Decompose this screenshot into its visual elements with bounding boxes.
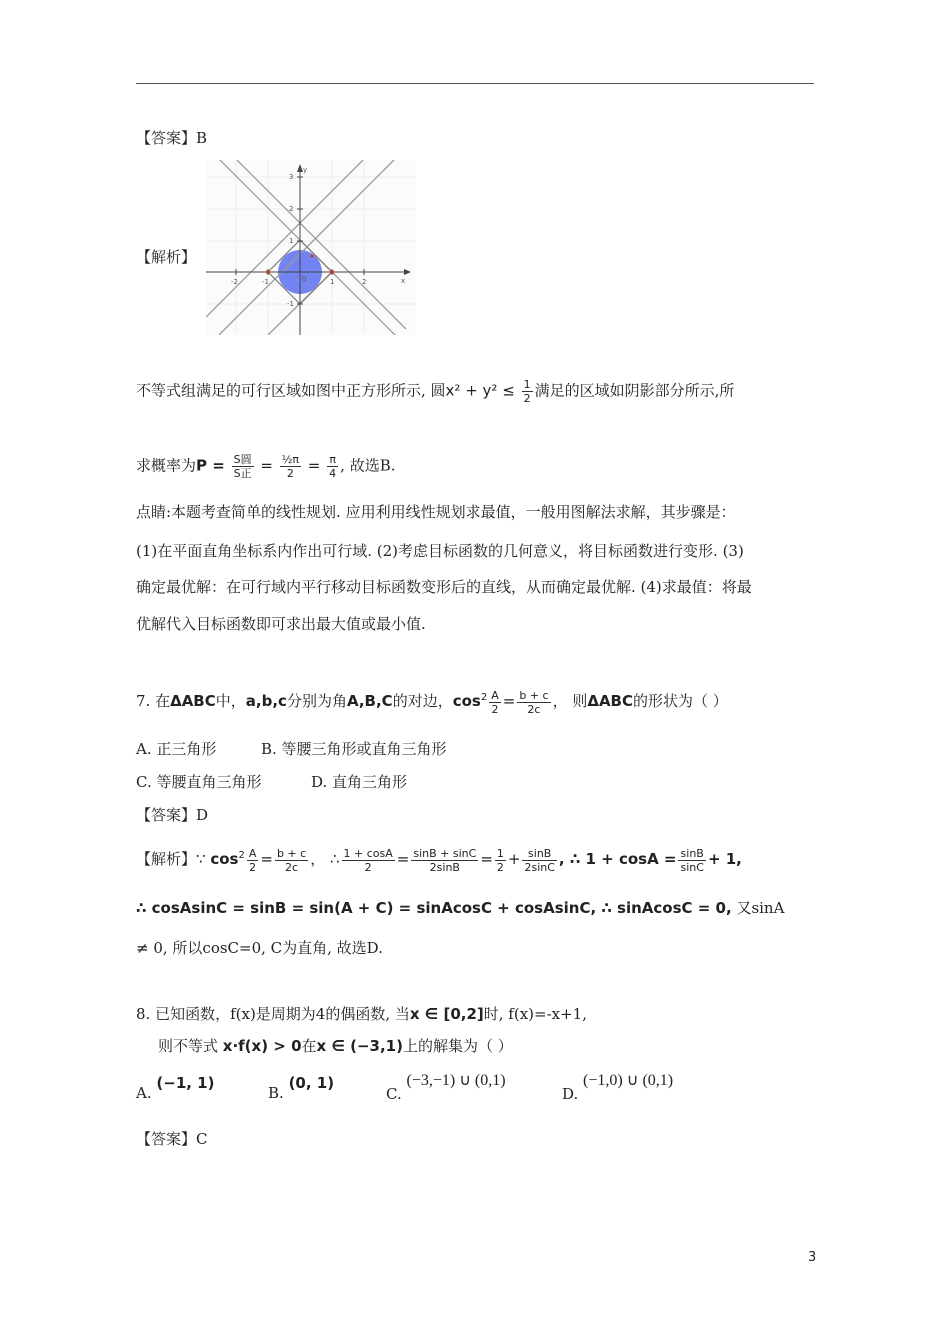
fraction: $\frac{A}{2}$: [491, 688, 499, 716]
header-rule: [136, 83, 814, 84]
point-marker: [311, 255, 314, 258]
fraction: $\frac{\text{½π}}{2}$: [281, 453, 300, 480]
q6-explanation-line1: 不等式组满足的可行区域如图中正方形所示, 圆x² + y² ≤ $\frac{1}{2}$ 满足的区域如阴影部分所示,所: [136, 378, 735, 405]
point-marker: [330, 270, 334, 274]
page-number: 3: [808, 1250, 817, 1265]
note-line: 确定最优解：在可行域内平行移动目标函数变形后的直线，从而确定最优解. (4)求最值：将最: [136, 578, 752, 596]
q8-option-b: B. (0, 1): [268, 1074, 335, 1102]
q6-answer-line: [136, 128, 207, 148]
x-axis-label: x: [401, 277, 406, 285]
fraction: $\frac{b + c}{2c}$: [519, 688, 549, 716]
note-line: 点睛:本题考查简单的线性规划. 应用利用线性规划求最值，一般用图解法求解，其步骤是：: [136, 503, 736, 521]
q7-analysis-line1: 【解析】∵ $\cos^2$ $\frac{A}{2}$ = $\frac{b + c}{2c}$ ， ∴ $\frac{1 + \cos A}{2}$ = $\frac{\sin B + \sin C}{2\sin B}$ = $\frac{1}{2}$ + $\frac{\sin B}{2\sin C}$ , ∴ 1 + cosA = $\frac{\sin B}{\sin C}$ + 1,: [136, 846, 742, 874]
q7-option-a: A. 正三角形: [136, 740, 217, 758]
q8-option-a: A. (−1, 1): [136, 1074, 215, 1102]
q8-option-d: D. (−1,0) ∪ (0,1): [562, 1072, 674, 1103]
q6-analysis-label: 【解析】: [136, 248, 197, 266]
note-line: 优解代入目标函数即可求出最大值或最小值.: [136, 615, 426, 633]
q8-answer-line: 【答案】C: [136, 1130, 208, 1148]
q7-answer-line: 【答案】D: [136, 806, 209, 824]
q7-option-b: B. 等腰三角形或直角三角形: [261, 740, 447, 758]
q7-analysis-line3: ≠ 0, 所以cosC=0, C为直角, 故选D.: [136, 939, 383, 957]
point-marker: [266, 270, 270, 274]
x-tick-label: -1: [262, 278, 269, 286]
y-tick-label: 1: [289, 237, 294, 245]
y-axis-label: y: [303, 166, 308, 174]
graph-background: [206, 160, 416, 335]
answer-tag: 【答案】: [136, 129, 197, 147]
x-tick-label: 2: [362, 278, 367, 286]
q7-analysis-line2: ∴ cosAsinC = sinB = sin(A + C) = sinAcosC + cosAsinC, ∴ sinAcosC = 0, 又sinA: [136, 899, 785, 917]
y-tick-label: -1: [287, 300, 294, 308]
q6-explanation-line2: 求概率为P = $\frac{\text{S圆}}{\text{S正}}$ = $\frac{\text{½π}}{2}$ = $\frac{\pi}{4}$ , 故选B.: [136, 453, 396, 480]
fraction: $\frac{\text{S圆}}{\text{S正}}$: [233, 453, 252, 480]
x-tick-label: 1: [330, 278, 335, 286]
x-tick-label: -2: [231, 278, 238, 286]
fraction: $\frac{\pi}{4}$: [329, 453, 337, 480]
q7-option-c: C. 等腰直角三角形: [136, 773, 262, 791]
q7-option-d: D. 直角三角形: [311, 773, 408, 791]
q8-option-c: C. (−3,−1) ∪ (0,1): [386, 1072, 506, 1103]
q8-stem-line1: 8. 已知函数，f(x)是周期为4的偶函数, 当x ∈ [0,2]时, f(x)=-x+1,: [136, 1005, 587, 1023]
x-tick-label: 0: [302, 275, 307, 283]
y-tick-label: 2: [289, 205, 294, 213]
note-line: (1)在平面直角坐标系内作出可行域. (2)考虑目标函数的几何意义，将目标函数进行变形. (3): [136, 542, 744, 560]
q7-stem: 7. 在ΔABC中，a,b,c分别为角A,B,C的对边，$\cos^2$ $\frac{A}{2}$ = $\frac{b + c}{2c}$ ， 则ΔABC的形状为（ ）: [136, 688, 728, 716]
y-tick-label: 3: [289, 173, 294, 181]
fraction: $\frac{1}{2}$: [523, 378, 531, 405]
feasible-region-graph: [206, 160, 416, 335]
q8-stem-line2: 则不等式 x·f(x) > 0在x ∈ (−3,1)上的解集为（ ）: [158, 1037, 513, 1055]
answer-value: B: [196, 129, 208, 147]
